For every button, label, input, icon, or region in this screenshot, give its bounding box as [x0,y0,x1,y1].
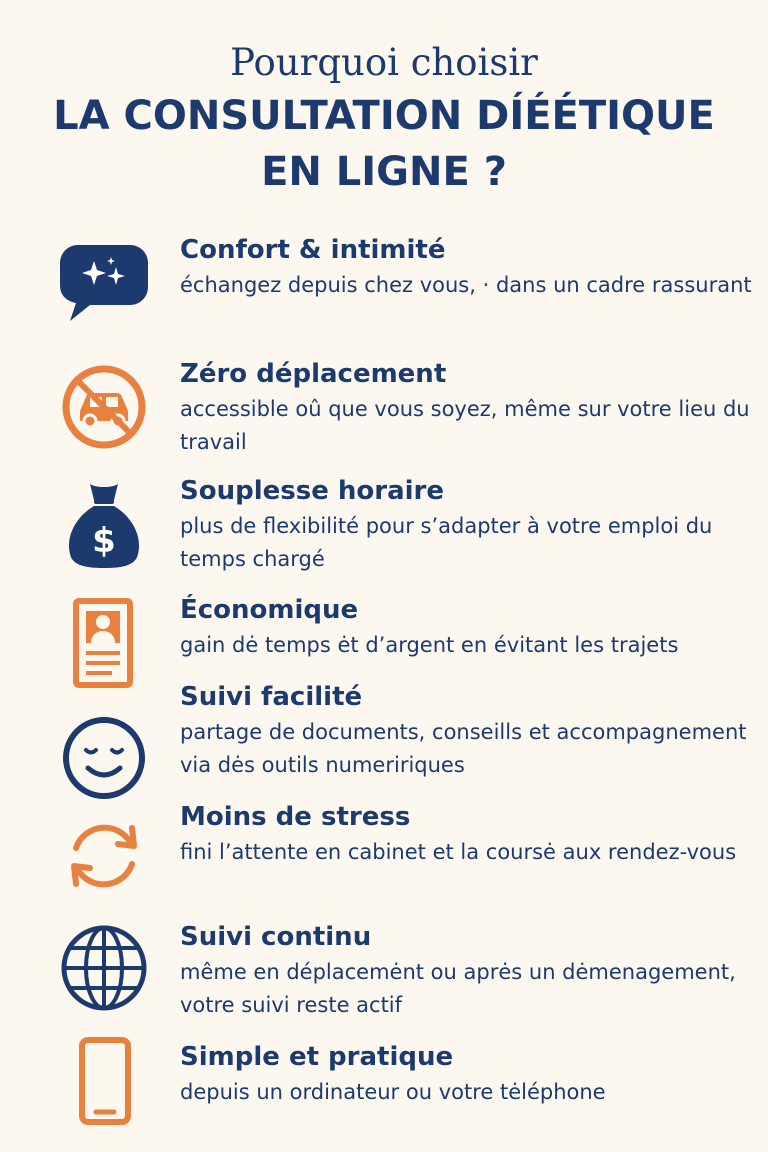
feature-text [180,920,752,1022]
feature-text [180,800,752,869]
globe-icon [56,920,152,1016]
feature-title: Suivi continu [180,922,372,952]
feature-description: partage de documents, conseills et accompagnement via dės outils numeririques [180,720,747,777]
smiley-face-icon [56,710,152,806]
no-car-icon [56,359,152,455]
id-document-icon [56,597,152,693]
feature-title: Zéro déplacement [180,359,447,389]
subtitle: Pourquoi choisir [230,41,538,84]
feature-title: Souplesse horaire [180,476,444,506]
refresh-arrows-icon [56,808,152,904]
feature-title: Économique [180,595,359,625]
svg-text:$: $ [92,521,116,561]
header [0,38,768,200]
feature-text [180,474,752,576]
feature-title: Simple et pratique [180,1042,454,1072]
feature-text [180,1040,752,1109]
feature-text [180,593,752,662]
feature-title: Moins de stress [180,802,411,832]
feature-description: accessible oû que vous soyez, même sur votre lieu du travail [180,397,750,454]
smartphone-icon [56,1036,152,1132]
feature-description: échangez depuis chez vous, · dans un cadre rassurant [180,273,752,297]
feature-description: gain dė temps ėt d’argent en évitant les trajets [180,633,679,657]
feature-text [180,357,752,459]
feature-title: Suivi facilité [180,682,363,712]
feature-text [180,680,752,782]
feature-description: depuis un ordinateur ou votre tėléphone [180,1080,606,1104]
feature-description: plus de flexibilité pour s’adapter à votre emploi du temps chargé [180,514,713,571]
feature-description: même en déplacemėnt ou aprės un dėmenagement, votre suivi reste actif [180,960,736,1017]
title-line-1: LA CONSULTATION DÍÉÉTIQUE [53,93,715,139]
feature-text [180,233,752,302]
feature-title: Confort & intimité [180,235,446,265]
chat-bubble-sparkle-icon [56,237,152,333]
feature-description: fini l’attente en cabinet et la coursė aux rendez-vous [180,840,737,864]
title-line-2: EN LIGNE ? [261,149,507,195]
money-bag-icon [56,478,152,574]
